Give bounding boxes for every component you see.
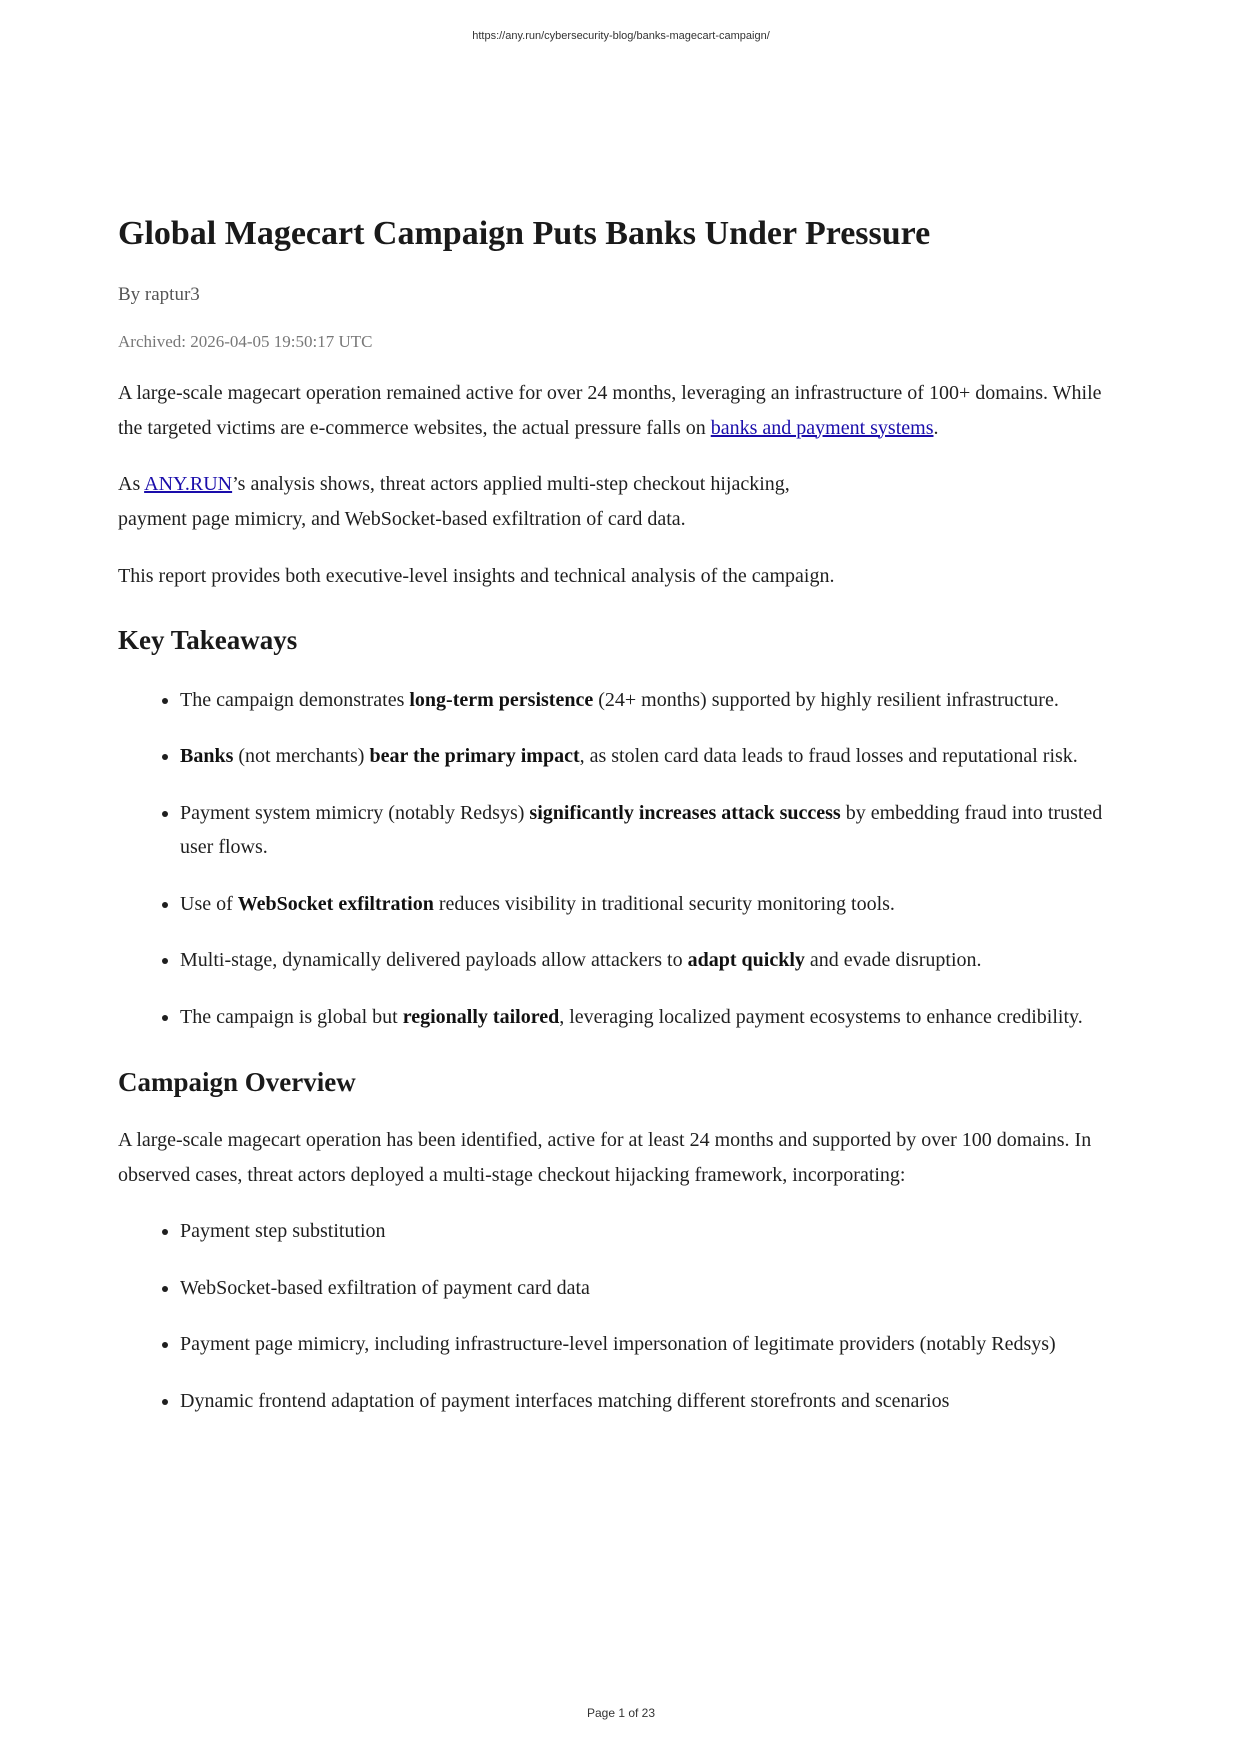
item-text: , leveraging localized payment ecosystems to enhance credibility. [559, 1005, 1083, 1028]
list-item [180, 1000, 1128, 1035]
list-item: • Dynamic frontend adaptation of payment interfaces matching different storefronts and scenarios [180, 1384, 1128, 1419]
list-item: • Payment page mimicry, including infrastructure-level impersonation of legitimate providers (notably Redsys) [180, 1327, 1128, 1362]
item-bold: regionally tailored [402, 1005, 560, 1028]
item-text: The campaign is global but [180, 1005, 403, 1028]
page-number: Page 1 of 23 [586, 1706, 656, 1720]
intro-paragraph-1 [118, 376, 1128, 445]
intro-analysis-text: ’s analysis shows, threat actors applied multi-step checkout hijacking, [232, 473, 790, 495]
key-takeaways-list [118, 683, 1128, 1035]
item-bold: adapt quickly [687, 949, 805, 971]
key-takeaways-heading: Key Takeaways [118, 624, 298, 655]
list-item [180, 887, 1128, 922]
intro-text: A large-scale magecart operation remained active for over 24 months, leveraging an infrastructure of 100+ domains. While the targeted victims are e-commerce websites, the actual pressure falls on [118, 382, 1102, 439]
item-text: The campaign demonstrates [180, 688, 410, 711]
item-text: Payment system mimicry (notably Redsys) [180, 801, 530, 824]
item-text: Multi-stage, dynamically delivered payloads allow attackers to [180, 949, 688, 971]
item-text: , as stolen card data leads to fraud losses and reputational risk. [579, 745, 1078, 767]
item-text: reduces visibility in traditional security monitoring tools. [433, 892, 895, 915]
item-bold: WebSocket exfiltration [237, 892, 434, 915]
page-url-header: https://any.run/cybersecurity-blog/banks-magecart-campaign/ [472, 30, 770, 42]
article [118, 200, 1128, 1418]
list-item: • WebSocket-based exfiltration of payment card data [180, 1271, 1128, 1306]
campaign-features-list [118, 1214, 1128, 1418]
intro-analysis-text-2: payment page mimicry, and WebSocket-based exfiltration of card data. [118, 507, 686, 530]
item-bold: long-term persistence [409, 688, 594, 711]
banks-payment-link[interactable]: banks and payment systems [710, 416, 934, 439]
intro-paragraph-2 [118, 467, 1128, 536]
list-item [180, 739, 1128, 774]
item-bold: Banks [180, 745, 234, 767]
archived-timestamp: Archived: 2026-04-05 19:50:17 UTC [118, 332, 373, 351]
list-item: • Payment step substitution [180, 1214, 1128, 1249]
item-bold: significantly increases attack success [529, 801, 841, 824]
item-text: Use of [180, 892, 238, 915]
author-byline: By raptur3 [118, 284, 200, 305]
article-title: Global Magecart Campaign Puts Banks Under Pressure [118, 215, 931, 252]
list-item [180, 943, 1128, 978]
item-bold: bear the primary impact [369, 745, 580, 767]
campaign-overview-heading: Campaign Overview [118, 1067, 356, 1097]
item-text: (not merchants) [233, 745, 370, 767]
item-text: by embedding fraud into trusted user flows. [180, 801, 1103, 858]
campaign-overview-paragraph: A large-scale magecart operation has been identified, active for at least 24 months and supported by over 100 domains. In observed cases, threat actors deployed a multi-stage checkout hijacking framework, incorporating: [118, 1129, 1092, 1186]
list-item [180, 683, 1128, 718]
list-item [180, 796, 1128, 865]
intro-paragraph-3: This report provides both executive-level insights and technical analysis of the campaign. [118, 565, 835, 587]
anyrun-link[interactable]: ANY.RUN [144, 473, 233, 495]
intro-as: As [118, 473, 145, 495]
intro-period: . [933, 416, 939, 439]
item-text: and evade disruption. [804, 949, 982, 971]
item-text: (24+ months) supported by highly resilient infrastructure. [593, 688, 1059, 711]
